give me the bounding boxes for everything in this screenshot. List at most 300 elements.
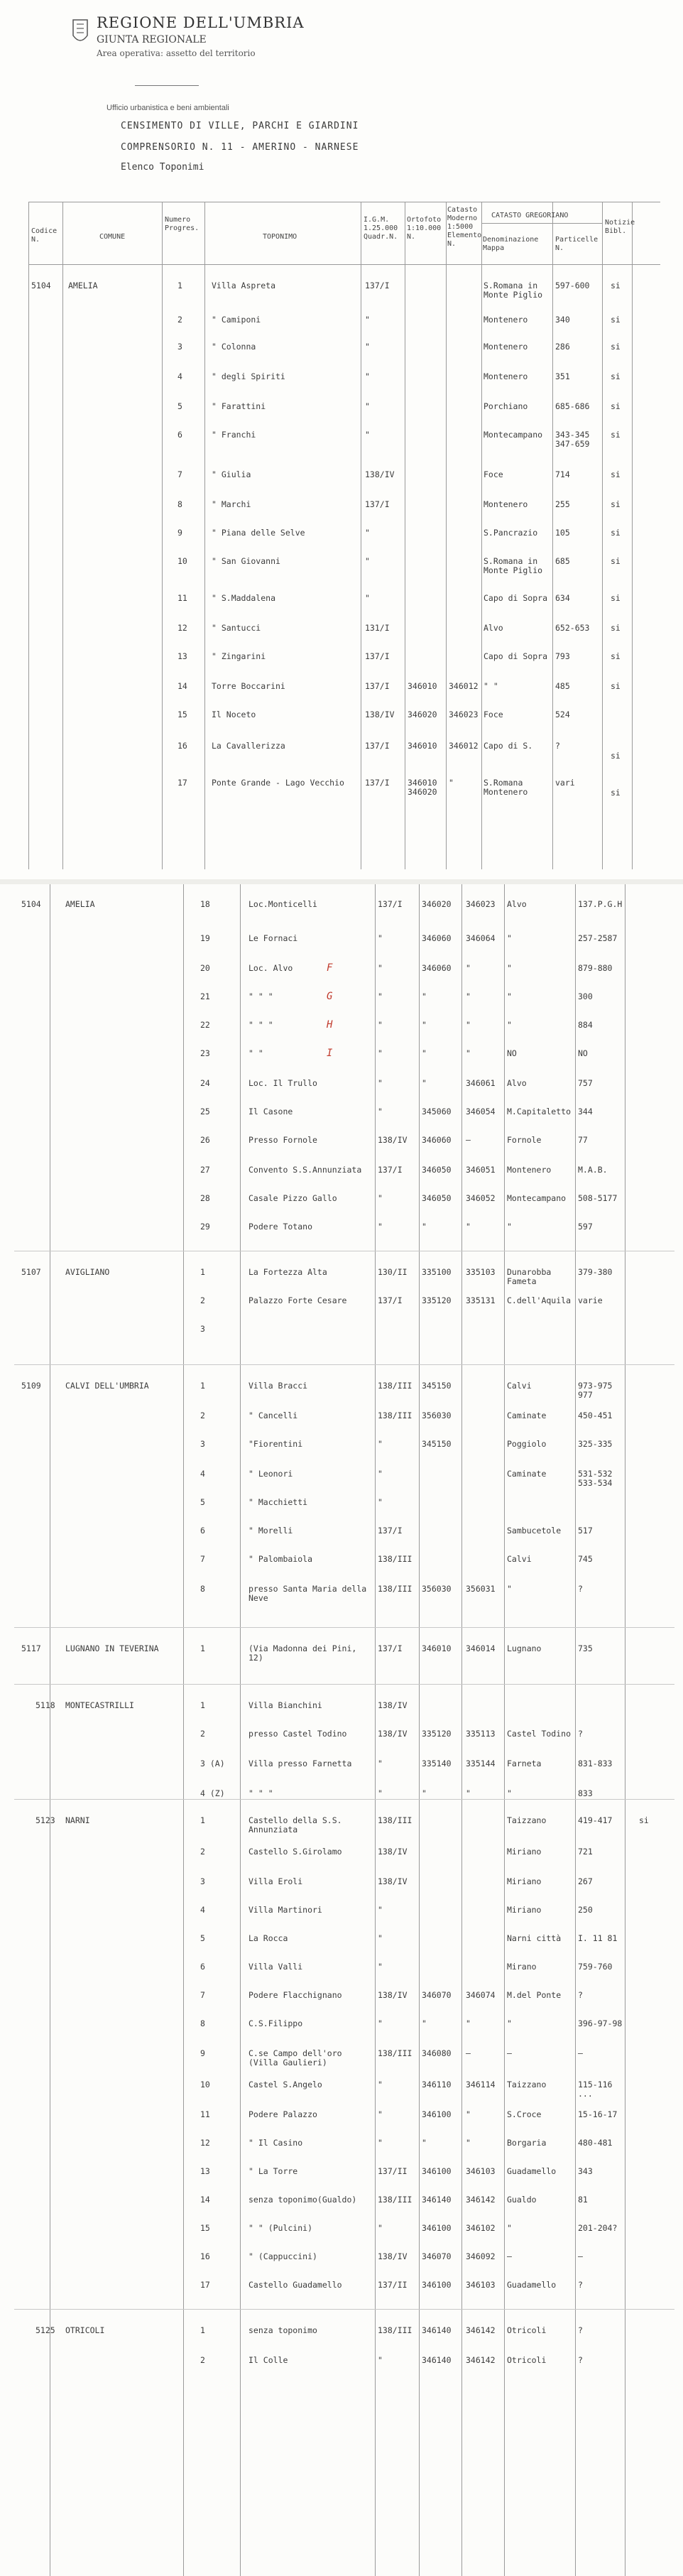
header-igm: Quadr.N. bbox=[364, 233, 398, 241]
cell-toponimo: Villa Bianchini bbox=[248, 1700, 322, 1710]
cell-toponimo: presso Santa Maria della Neve bbox=[248, 1584, 367, 1603]
cell-cat: 346142 bbox=[466, 2355, 496, 2365]
cell-bibl: si bbox=[611, 528, 621, 538]
cell-igm: 138/IV bbox=[378, 1990, 408, 2000]
table-row bbox=[14, 2195, 674, 2217]
cell-denom: Mirano bbox=[507, 1962, 537, 1972]
cell-n: 3 bbox=[200, 1439, 205, 1449]
cell-cat: 346103 bbox=[466, 2280, 496, 2290]
cell-denom: Capo di Sopra bbox=[483, 593, 548, 603]
cell-cat: 346061 bbox=[466, 1078, 496, 1088]
table-row bbox=[14, 1934, 674, 1955]
table-row bbox=[14, 1021, 674, 1042]
cell-n: 2 bbox=[200, 1847, 205, 1857]
org-council: GIUNTA REGIONALE bbox=[97, 34, 207, 45]
cell-part: 480-481 bbox=[578, 2138, 613, 2148]
table-row bbox=[28, 281, 660, 303]
cell-part: 343-345 347-659 bbox=[555, 430, 590, 449]
cell-bibl: si bbox=[611, 788, 621, 798]
cell-part: 255 bbox=[555, 499, 570, 509]
cell-cat: " bbox=[466, 2018, 471, 2028]
table-row bbox=[14, 1079, 674, 1100]
table-row bbox=[14, 992, 674, 1013]
cell-igm: " bbox=[378, 933, 383, 943]
cell-part: ? bbox=[578, 2325, 583, 2335]
cell-igm: " bbox=[378, 2018, 383, 2028]
cell-comune: LUGNANO IN TEVERINA bbox=[65, 1643, 159, 1653]
header-ortofoto: 1:10.000 bbox=[407, 224, 442, 232]
cell-toponimo: " Farattini bbox=[212, 401, 266, 411]
table-row bbox=[28, 652, 660, 673]
cell-orto: 346010 346020 bbox=[408, 778, 437, 797]
cell-orto: 335120 bbox=[422, 1729, 452, 1739]
table-row bbox=[28, 741, 660, 763]
header-catasto-moderno: Elemento bbox=[447, 232, 482, 239]
cell-part: — bbox=[578, 2048, 583, 2058]
cell-part: 325-335 bbox=[578, 1439, 613, 1449]
cell-toponimo: Castello S.Girolamo bbox=[248, 1847, 342, 1857]
cell-bibl: si bbox=[611, 401, 621, 411]
cell-bibl: si bbox=[611, 623, 621, 633]
cell-n: 25 bbox=[200, 1107, 210, 1116]
cell-cat: 346103 bbox=[466, 2166, 496, 2176]
cell-igm: 138/IV bbox=[378, 1729, 408, 1739]
cell-n: 20 bbox=[200, 963, 210, 973]
cell-toponimo: " Marchi bbox=[212, 499, 251, 509]
cell-orto: 346050 bbox=[422, 1165, 452, 1175]
header-catasto-gregoriano: CATASTO GREGORIANO bbox=[491, 212, 569, 219]
cell-part: 257-2587 bbox=[578, 933, 618, 943]
cell-cat: 346092 bbox=[466, 2251, 496, 2261]
cell-n: 14 bbox=[177, 681, 187, 691]
handwritten-mark: H bbox=[327, 1019, 333, 1031]
table-row bbox=[14, 1107, 674, 1129]
section-rule bbox=[14, 1627, 674, 1628]
cell-toponimo: " Macchietti bbox=[248, 1497, 308, 1507]
cell-part: 973-975 977 bbox=[578, 1381, 613, 1400]
cell-orto: " bbox=[422, 1788, 427, 1798]
header-denominazione: Denominazione bbox=[483, 236, 539, 244]
header-numero: Numero bbox=[165, 216, 191, 224]
cell-bibl: si bbox=[611, 651, 621, 661]
cell-n: 16 bbox=[200, 2251, 210, 2261]
cell-denom: S.Romana Montenero bbox=[483, 778, 528, 797]
cell-toponimo: Podere Flacchignano bbox=[248, 1990, 342, 2000]
table-row bbox=[14, 2110, 674, 2131]
org-area: Area operativa: assetto del territorio bbox=[97, 48, 256, 58]
cell-igm: " bbox=[365, 430, 370, 440]
cell-denom: Miriano bbox=[507, 1876, 542, 1886]
cell-igm: 138/III bbox=[378, 1815, 412, 1825]
cell-part: varie bbox=[578, 1295, 603, 1305]
table-row bbox=[14, 1498, 674, 1519]
cell-n: 1 bbox=[200, 2325, 205, 2335]
cell-igm: 138/IV bbox=[365, 469, 395, 479]
cell-toponimo: " Franchi bbox=[212, 430, 256, 440]
header-comune: COMUNE bbox=[99, 233, 126, 241]
cell-denom: Miriano bbox=[507, 1905, 542, 1915]
cell-igm: 137/I bbox=[365, 681, 390, 691]
cell-denom: M.del Ponte bbox=[507, 1990, 562, 2000]
cell-toponimo: Castel S.Angelo bbox=[248, 2080, 322, 2089]
header-notizie: Notizie bbox=[605, 219, 635, 227]
cell-n: 5 bbox=[200, 1933, 205, 1943]
cell-n: 7 bbox=[200, 1990, 205, 2000]
table-row bbox=[14, 1268, 674, 1289]
cell-igm: 138/IV bbox=[378, 1135, 408, 1145]
table-row bbox=[28, 315, 660, 337]
toponym-table-page-1 bbox=[28, 202, 660, 869]
handwritten-mark: I bbox=[327, 1048, 333, 1059]
cell-part: 81 bbox=[578, 2195, 588, 2205]
table-row bbox=[14, 1049, 674, 1070]
cell-codice: 5107 bbox=[21, 1267, 41, 1277]
header-numero: Progres. bbox=[165, 224, 200, 232]
cell-igm: 130/II bbox=[378, 1267, 408, 1277]
cell-orto: 345150 bbox=[422, 1439, 452, 1449]
cell-orto: 346020 bbox=[408, 710, 437, 719]
table-row bbox=[14, 1136, 674, 1157]
cell-igm: 137/I bbox=[365, 651, 390, 661]
cell-toponimo: Villa presso Farnetta bbox=[248, 1759, 352, 1768]
table-row bbox=[28, 624, 660, 645]
cell-denom: C.dell'Aquila bbox=[507, 1295, 572, 1305]
cell-n: 28 bbox=[200, 1193, 210, 1203]
cell-igm: " bbox=[378, 1497, 383, 1507]
cell-orto: " bbox=[422, 1048, 427, 1058]
cell-igm: " bbox=[378, 1222, 383, 1232]
cell-denom: Capo di S. bbox=[483, 741, 533, 751]
section-rule bbox=[14, 1799, 674, 1800]
cell-denom: Poggiolo bbox=[507, 1439, 547, 1449]
cell-part: 250 bbox=[578, 1905, 593, 1915]
cell-toponimo: " Colonna bbox=[212, 342, 256, 352]
table-row bbox=[14, 1411, 674, 1433]
cell-part: 652-653 bbox=[555, 623, 590, 633]
cell-part: 597-600 bbox=[555, 281, 590, 290]
cell-denom: S.Romana in Monte Piglio bbox=[483, 281, 543, 300]
cell-orto: 346100 bbox=[422, 2109, 452, 2119]
cell-orto: 346060 bbox=[422, 933, 452, 943]
cell-denom: " " bbox=[483, 681, 498, 691]
table-row bbox=[28, 528, 660, 550]
cell-igm: 137/I bbox=[378, 1295, 403, 1305]
cell-part: 735 bbox=[578, 1643, 593, 1653]
cell-n: 1 bbox=[200, 1267, 205, 1277]
document-list-title: Elenco Toponimi bbox=[121, 162, 204, 173]
cell-toponimo: Villa Aspreta bbox=[212, 281, 276, 290]
handwritten-mark: F bbox=[327, 962, 333, 974]
cell-comune: AVIGLIANO bbox=[65, 1267, 110, 1277]
cell-toponimo: (Via Madonna dei Pini, 12) bbox=[248, 1643, 357, 1663]
cell-denom: Sambucetole bbox=[507, 1526, 562, 1536]
cell-denom: " bbox=[507, 1020, 512, 1030]
cell-cat: 346012 bbox=[449, 681, 479, 691]
cell-igm: 137/I bbox=[378, 899, 403, 909]
cell-igm: 138/IV bbox=[378, 2251, 408, 2261]
cell-igm: " bbox=[378, 1048, 383, 1058]
cell-denom: Montecampano bbox=[483, 430, 543, 440]
cell-denom: S.Romana in Monte Piglio bbox=[483, 556, 543, 575]
cell-n: 6 bbox=[177, 430, 182, 440]
cell-toponimo: Il Colle bbox=[248, 2355, 288, 2365]
table-row bbox=[14, 1847, 674, 1869]
cell-orto: 346010 bbox=[408, 681, 437, 691]
cell-cat: 346074 bbox=[466, 1990, 496, 2000]
cell-n: 4 bbox=[200, 1905, 205, 1915]
table-row bbox=[14, 1991, 674, 2012]
table-row bbox=[14, 2080, 674, 2102]
table-row bbox=[14, 1906, 674, 1927]
cell-orto: 346060 bbox=[422, 963, 452, 973]
table-row bbox=[14, 1469, 674, 1491]
office-name: Ufficio urbanistica e beni ambientali bbox=[106, 104, 229, 112]
section-rule bbox=[14, 2309, 674, 2310]
table-header-rule bbox=[28, 264, 660, 265]
cell-n: 3 (A) bbox=[200, 1759, 225, 1768]
cell-n: 5 bbox=[177, 401, 182, 411]
cell-igm: 137/I bbox=[378, 1643, 403, 1653]
cell-orto: " bbox=[422, 2138, 427, 2148]
cell-toponimo: presso Castel Todino bbox=[248, 1729, 347, 1739]
cell-bibl: si bbox=[611, 342, 621, 352]
cell-n: 13 bbox=[177, 651, 187, 661]
cell-igm: 138/III bbox=[378, 1554, 412, 1564]
table-row bbox=[14, 1962, 674, 1984]
cell-n: 22 bbox=[200, 1020, 210, 1030]
cell-cat: 346051 bbox=[466, 1165, 496, 1175]
cell-n: 23 bbox=[200, 1048, 210, 1058]
header-rule bbox=[135, 85, 199, 86]
section-rule bbox=[14, 1364, 674, 1365]
cell-comune: NARNI bbox=[65, 1815, 90, 1825]
cell-codice: 5125 bbox=[35, 2325, 55, 2335]
cell-igm: " bbox=[378, 991, 383, 1001]
cell-igm: " bbox=[365, 315, 370, 325]
cell-igm: " bbox=[378, 1469, 383, 1479]
table-row bbox=[28, 778, 660, 800]
table-row bbox=[14, 1701, 674, 1722]
cell-denom: " bbox=[507, 963, 512, 973]
cell-denom: Castel Todino bbox=[507, 1729, 572, 1739]
cell-toponimo: Presso Fornole bbox=[248, 1135, 317, 1145]
cell-cat: — bbox=[466, 2048, 471, 2058]
cell-part: 379-380 bbox=[578, 1267, 613, 1277]
cell-toponimo: " Piana delle Selve bbox=[212, 528, 305, 538]
cell-toponimo: Convento S.S.Annunziata bbox=[248, 1165, 362, 1175]
header-ortofoto: Ortofoto bbox=[407, 216, 442, 224]
cell-orto: " bbox=[422, 1078, 427, 1088]
cell-orto: 356030 bbox=[422, 1411, 452, 1420]
cell-denom: Montenero bbox=[483, 371, 528, 381]
cell-toponimo: Podere Totano bbox=[248, 1222, 313, 1232]
cell-orto: 346100 bbox=[422, 2223, 452, 2233]
cell-denom: " bbox=[507, 933, 512, 943]
cell-denom: M.Capitaletto bbox=[507, 1107, 572, 1116]
header-codice: Codice bbox=[31, 227, 58, 235]
cell-bibl: si bbox=[639, 1815, 649, 1825]
cell-cat: " bbox=[466, 1048, 471, 1058]
cell-denom: Otricoli bbox=[507, 2355, 547, 2365]
cell-igm: " bbox=[378, 1193, 383, 1203]
cell-n: 1 bbox=[200, 1381, 205, 1391]
cell-part: I. 11 81 bbox=[578, 1933, 618, 1943]
cell-n: 24 bbox=[200, 1078, 210, 1088]
cell-part: 685 bbox=[555, 556, 570, 566]
section-rule bbox=[14, 1684, 674, 1685]
cell-part: 267 bbox=[578, 1876, 593, 1886]
cell-part: 721 bbox=[578, 1847, 593, 1857]
cell-cat: " bbox=[466, 1222, 471, 1232]
cell-denom: Capo di Sopra bbox=[483, 651, 548, 661]
cell-n: 17 bbox=[177, 778, 187, 788]
cell-orto: 346140 bbox=[422, 2355, 452, 2365]
cell-igm: 138/III bbox=[378, 1411, 412, 1420]
table-row bbox=[14, 2356, 674, 2377]
cell-igm: 137/I bbox=[365, 741, 390, 751]
cell-n: 10 bbox=[200, 2080, 210, 2089]
cell-igm: " bbox=[378, 963, 383, 973]
cell-denom: Alvo bbox=[483, 623, 503, 633]
table-row bbox=[28, 500, 660, 521]
cell-n: 9 bbox=[177, 528, 182, 538]
cell-part: 344 bbox=[578, 1107, 593, 1116]
cell-igm: " bbox=[365, 401, 370, 411]
cell-igm: 138/III bbox=[378, 2195, 412, 2205]
cell-part: ? bbox=[578, 2355, 583, 2365]
cell-orto: " bbox=[422, 991, 427, 1001]
cell-n: 2 bbox=[200, 1411, 205, 1420]
table-row bbox=[14, 1381, 674, 1403]
cell-cat: 335144 bbox=[466, 1759, 496, 1768]
cell-toponimo: " (Cappuccini) bbox=[248, 2251, 317, 2261]
cell-part: 105 bbox=[555, 528, 570, 538]
cell-igm: 138/III bbox=[378, 1584, 412, 1594]
table-row bbox=[14, 934, 674, 955]
header-codice: N. bbox=[31, 236, 40, 244]
cell-part: ? bbox=[578, 1729, 583, 1739]
cell-part: 517 bbox=[578, 1526, 593, 1536]
cell-toponimo: Loc.Monticelli bbox=[248, 899, 317, 909]
cell-n: 29 bbox=[200, 1222, 210, 1232]
cell-toponimo: Ponte Grande - Lago Vecchio bbox=[212, 778, 344, 788]
cell-part: 833 bbox=[578, 1788, 593, 1798]
cell-denom: Taizzano bbox=[507, 2080, 547, 2089]
cell-denom: Calvi bbox=[507, 1554, 532, 1564]
cell-igm: 137/I bbox=[365, 281, 390, 290]
cell-toponimo: Villa Valli bbox=[248, 1962, 303, 1972]
cell-toponimo: senza toponimo(Gualdo) bbox=[248, 2195, 357, 2205]
cell-bibl: si bbox=[611, 751, 621, 761]
cell-igm: " bbox=[378, 1933, 383, 1943]
cell-n: 14 bbox=[200, 2195, 210, 2205]
cell-toponimo: C.se Campo dell'oro (Villa Gaulieri) bbox=[248, 2048, 342, 2067]
cell-part: 485 bbox=[555, 681, 570, 691]
table-row bbox=[28, 342, 660, 364]
cell-cat: 346054 bbox=[466, 1107, 496, 1116]
cell-part: 15-16-17 bbox=[578, 2109, 618, 2119]
header-particelle: Particelle bbox=[555, 236, 599, 244]
cell-denom: Guadamello bbox=[507, 2280, 557, 2290]
cell-igm: " bbox=[378, 1962, 383, 1972]
table-row bbox=[14, 2049, 674, 2070]
cell-n: 1 bbox=[200, 1700, 205, 1710]
cell-igm: " bbox=[378, 2355, 383, 2365]
cell-part: vari bbox=[555, 778, 575, 788]
cell-n: 21 bbox=[200, 991, 210, 1001]
cell-part: NO bbox=[578, 1048, 588, 1058]
table-row bbox=[14, 1440, 674, 1461]
cell-n: 10 bbox=[177, 556, 187, 566]
table-row bbox=[14, 1759, 674, 1781]
cell-orto: 346100 bbox=[422, 2166, 452, 2176]
table-row bbox=[14, 2224, 674, 2245]
header-igm: 1.25.000 bbox=[364, 224, 398, 232]
cell-igm: 138/IV bbox=[378, 1700, 408, 1710]
cell-cat: 335113 bbox=[466, 1729, 496, 1739]
cell-toponimo: Villa Eroli bbox=[248, 1876, 303, 1886]
cell-cat: " bbox=[466, 1020, 471, 1030]
cell-toponimo: La Rocca bbox=[248, 1933, 288, 1943]
cell-codice: 5118 bbox=[35, 1700, 55, 1710]
table-row bbox=[14, 1789, 674, 1810]
cell-toponimo: " Morelli bbox=[248, 1526, 293, 1536]
cell-cat: 346052 bbox=[466, 1193, 496, 1203]
cell-toponimo: " Zingarini bbox=[212, 651, 266, 661]
cell-part: ? bbox=[578, 1584, 583, 1594]
cell-orto: 346060 bbox=[422, 1135, 452, 1145]
cell-n: 7 bbox=[200, 1554, 205, 1564]
header-particelle: N. bbox=[555, 244, 564, 252]
cell-denom: " bbox=[507, 2223, 512, 2233]
cell-toponimo: " " " bbox=[248, 1788, 273, 1798]
cell-toponimo: " " (Pulcini) bbox=[248, 2223, 313, 2233]
cell-cat: " bbox=[466, 1788, 471, 1798]
cell-toponimo: Casale Pizzo Gallo bbox=[248, 1193, 337, 1203]
cell-bibl: si bbox=[611, 499, 621, 509]
cell-n: 5 bbox=[200, 1497, 205, 1507]
cell-orto: 346140 bbox=[422, 2195, 452, 2205]
cell-part: 286 bbox=[555, 342, 570, 352]
cell-n: 8 bbox=[200, 2018, 205, 2028]
table-row bbox=[14, 1194, 674, 1215]
cell-toponimo: " La Torre bbox=[248, 2166, 298, 2176]
cell-n: 27 bbox=[200, 1165, 210, 1175]
cell-toponimo: " San Giovanni bbox=[212, 556, 280, 566]
cell-n: 3 bbox=[200, 1876, 205, 1886]
cell-orto: 346010 bbox=[408, 741, 437, 751]
cell-denom: Caminate bbox=[507, 1469, 547, 1479]
cell-n: 8 bbox=[177, 499, 182, 509]
cell-toponimo: " Cancelli bbox=[248, 1411, 298, 1420]
table-row bbox=[14, 1222, 674, 1244]
cell-orto: 346080 bbox=[422, 2048, 452, 2058]
cell-igm: " bbox=[365, 593, 370, 603]
table-row bbox=[28, 557, 660, 578]
cell-part: 884 bbox=[578, 1020, 593, 1030]
cell-cat: 346114 bbox=[466, 2080, 496, 2089]
cell-denom: S.Pancrazio bbox=[483, 528, 538, 538]
cell-n: 3 bbox=[200, 1324, 205, 1334]
cell-denom: " bbox=[507, 991, 512, 1001]
cell-igm: " bbox=[378, 2109, 383, 2119]
table-row bbox=[28, 372, 660, 393]
header-catasto-moderno: Moderno bbox=[447, 214, 478, 222]
cell-toponimo: Villa Bracci bbox=[248, 1381, 308, 1391]
cell-denom: Alvo bbox=[507, 1078, 527, 1088]
cell-orto: " bbox=[422, 2018, 427, 2028]
cell-denom: Foce bbox=[483, 710, 503, 719]
